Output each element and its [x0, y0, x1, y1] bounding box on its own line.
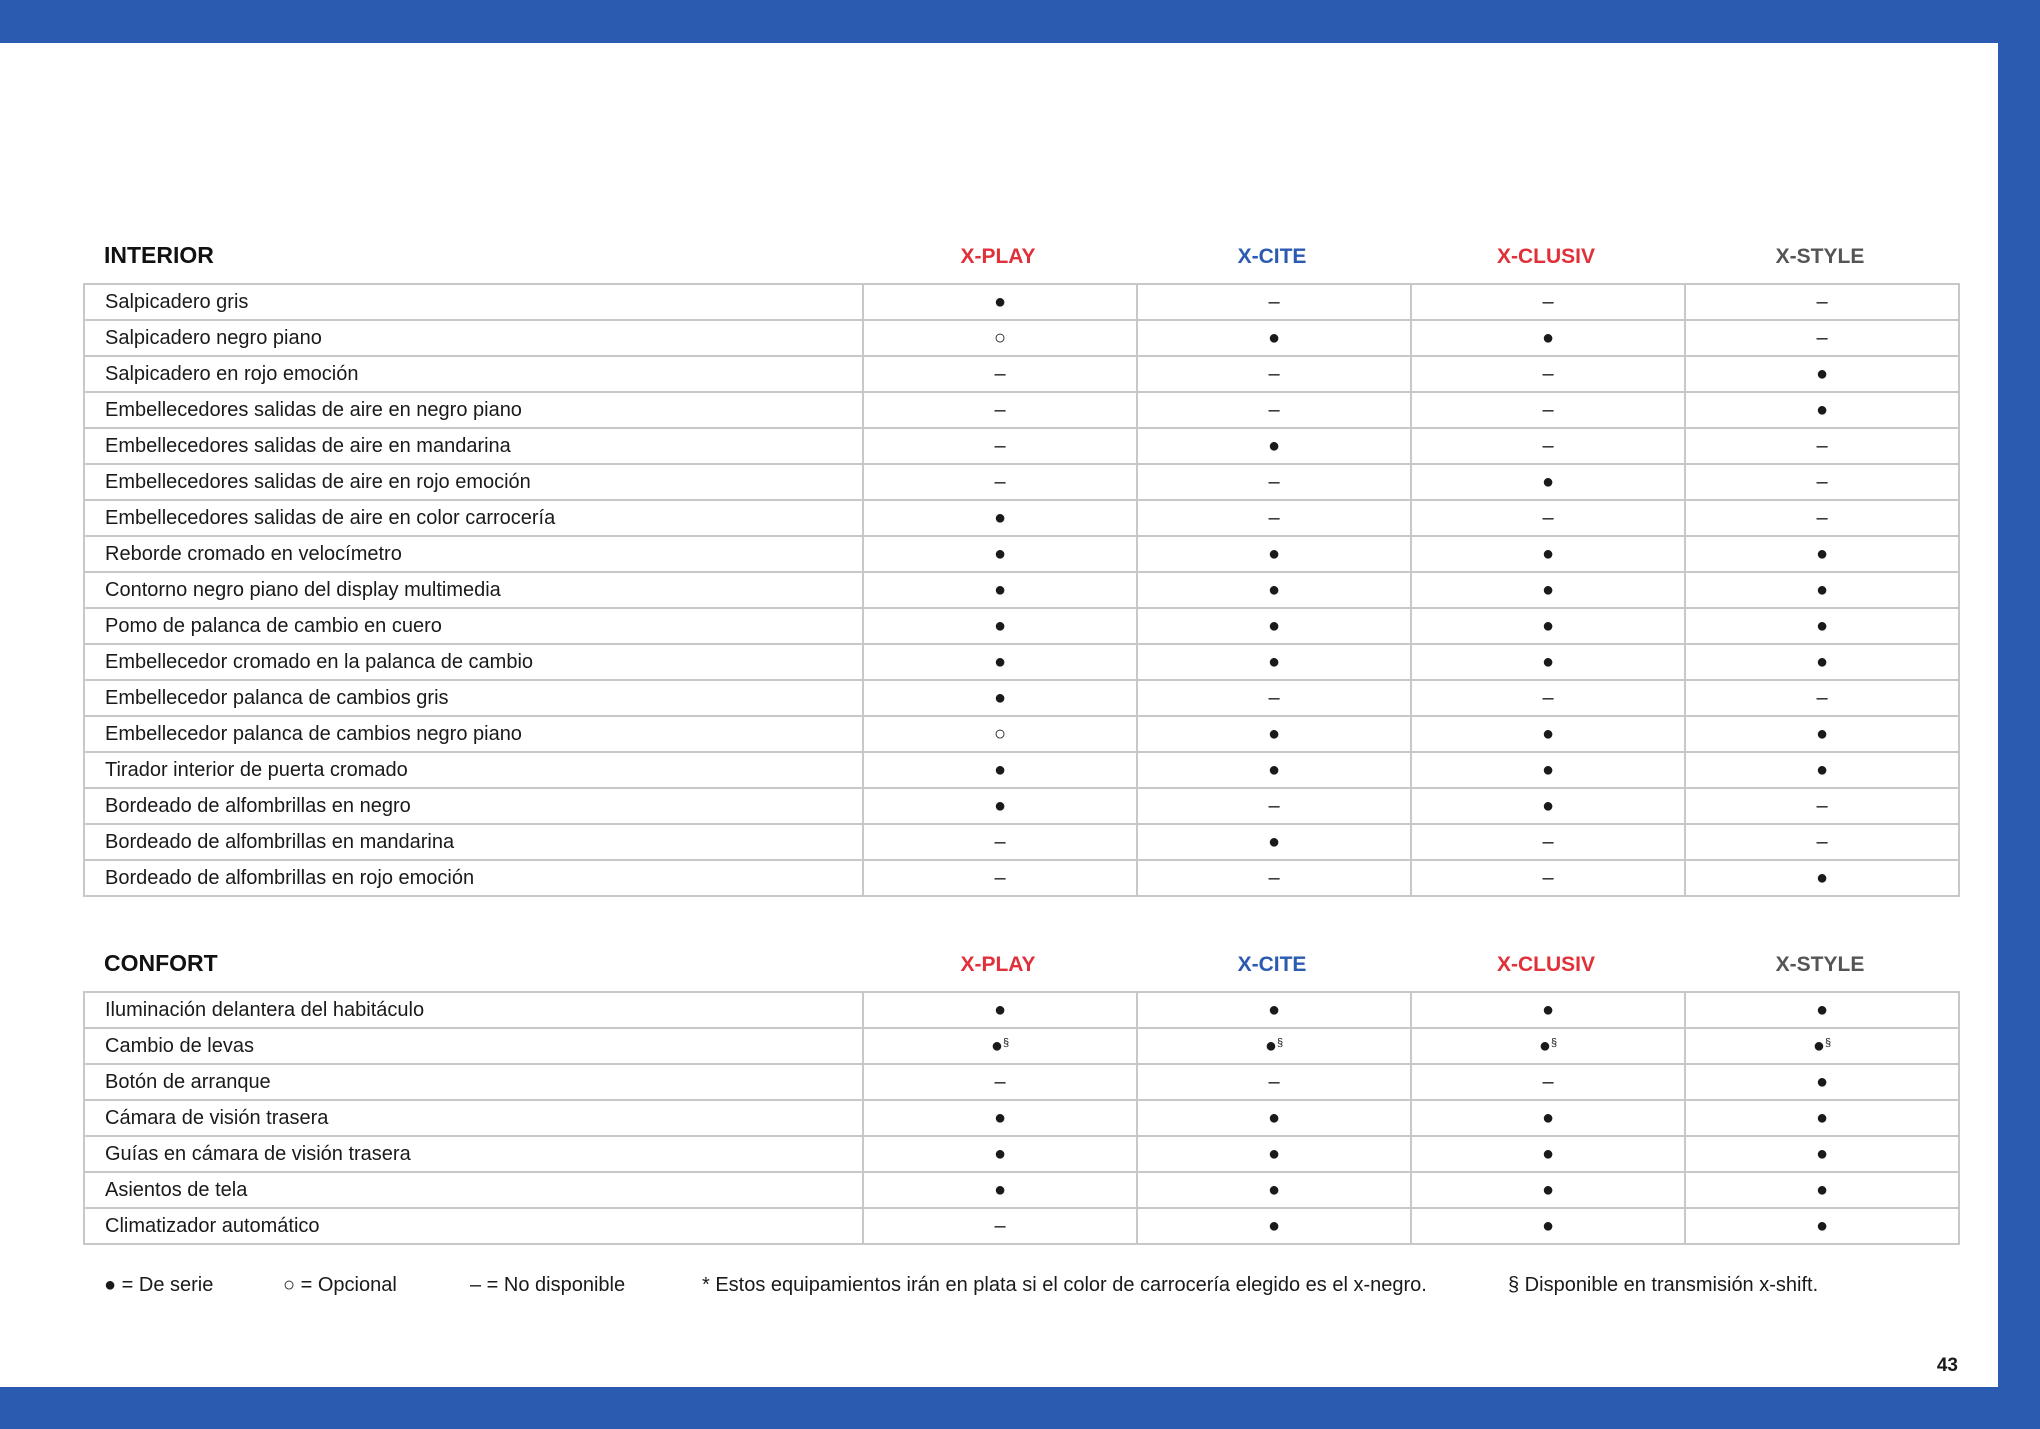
availability-mark: ● — [1815, 542, 1829, 565]
availability-cell — [1411, 572, 1685, 608]
availability-cell — [1411, 464, 1685, 500]
availability-cell — [1411, 680, 1685, 716]
feature-label: Cambio de levas — [84, 1028, 863, 1064]
feature-label: Bordeado de alfombrillas en negro — [84, 788, 863, 824]
availability-cell — [1137, 428, 1411, 464]
availability-cell — [1685, 788, 1959, 824]
availability-cell — [1137, 572, 1411, 608]
table-row — [84, 284, 1959, 320]
availability-mark: – — [1268, 398, 1280, 421]
availability-cell — [863, 824, 1137, 860]
feature-label: Embellecedores salidas de aire en mandarina — [84, 428, 863, 464]
legend-no-disponible: – = No disponible — [470, 1274, 626, 1296]
availability-cell — [1411, 1136, 1685, 1172]
feature-label: Climatizador automático — [84, 1208, 863, 1244]
availability-cell — [1685, 680, 1959, 716]
availability-mark: – — [1816, 686, 1828, 709]
availability-cell — [863, 716, 1137, 752]
availability-mark: ● — [1267, 758, 1281, 781]
availability-mark: – — [1268, 794, 1280, 817]
table-row — [84, 392, 1959, 428]
footnote-marker: § — [1824, 1036, 1832, 1049]
feature-label: Bordeado de alfombrillas en mandarina — [84, 824, 863, 860]
availability-mark: ● — [1267, 614, 1281, 637]
column-header-xstyle: X-STYLE — [1775, 953, 1865, 976]
table-row — [84, 992, 1959, 1028]
availability-mark: ● — [1541, 614, 1555, 637]
availability-mark: ● — [993, 650, 1007, 673]
legend-opcional: ○ = Opcional — [283, 1274, 397, 1296]
availability-cell — [863, 608, 1137, 644]
availability-cell — [863, 992, 1137, 1028]
availability-mark: ● — [1815, 1178, 1829, 1201]
availability-cell — [1137, 860, 1411, 896]
availability-cell — [1411, 1208, 1685, 1244]
feature-label: Embellecedores salidas de aire en negro piano — [84, 392, 863, 428]
availability-cell — [1685, 428, 1959, 464]
availability-cell — [1411, 644, 1685, 680]
availability-mark: – — [994, 434, 1006, 457]
availability-cell — [1685, 284, 1959, 320]
availability-mark: ● — [1267, 326, 1281, 349]
availability-cell — [1137, 284, 1411, 320]
availability-cell — [1411, 392, 1685, 428]
availability-cell — [1137, 1172, 1411, 1208]
availability-cell — [1685, 1208, 1959, 1244]
availability-cell — [1411, 860, 1685, 896]
availability-cell — [863, 644, 1137, 680]
availability-cell — [1137, 536, 1411, 572]
availability-mark: ● — [1267, 830, 1281, 853]
feature-label: Embellecedor palanca de cambios gris — [84, 680, 863, 716]
availability-cell — [1137, 392, 1411, 428]
availability-cell — [1685, 1172, 1959, 1208]
availability-mark: – — [1542, 830, 1554, 853]
availability-cell — [1685, 644, 1959, 680]
availability-mark: ● — [1815, 362, 1829, 385]
feature-label: Salpicadero negro piano — [84, 320, 863, 356]
availability-cell — [1685, 356, 1959, 392]
availability-mark: ● — [1815, 1214, 1829, 1237]
feature-label: Guías en cámara de visión trasera — [84, 1136, 863, 1172]
availability-cell — [1411, 788, 1685, 824]
availability-cell — [1685, 464, 1959, 500]
table-row — [84, 1208, 1959, 1244]
feature-label: Cámara de visión trasera — [84, 1100, 863, 1136]
availability-mark: ● — [993, 1142, 1007, 1165]
availability-cell — [1685, 992, 1959, 1028]
availability-cell — [863, 320, 1137, 356]
availability-cell — [863, 680, 1137, 716]
availability-cell — [1137, 824, 1411, 860]
availability-mark: – — [994, 1070, 1006, 1093]
table-row — [84, 644, 1959, 680]
availability-mark: ● — [1815, 1142, 1829, 1165]
availability-mark: ● — [1815, 614, 1829, 637]
footnote-marker: § — [1276, 1036, 1284, 1049]
availability-mark: – — [994, 362, 1006, 385]
availability-mark: ● — [1541, 1142, 1555, 1165]
feature-label: Salpicadero en rojo emoción — [84, 356, 863, 392]
availability-cell — [1685, 392, 1959, 428]
feature-label: Reborde cromado en velocímetro — [84, 536, 863, 572]
availability-mark: – — [994, 866, 1006, 889]
availability-cell — [1685, 860, 1959, 896]
section-title-confort: CONFORT — [104, 950, 218, 976]
availability-mark: ● — [1815, 578, 1829, 601]
availability-cell — [1685, 824, 1959, 860]
availability-mark: ● — [1815, 1070, 1829, 1093]
column-header-xplay: X-PLAY — [960, 245, 1036, 268]
availability-cell — [1411, 824, 1685, 860]
confort-spec-table — [83, 991, 1960, 1245]
availability-mark: ● — [1267, 650, 1281, 673]
availability-mark: ● — [1267, 722, 1281, 745]
availability-mark: – — [1268, 470, 1280, 493]
availability-cell — [863, 1172, 1137, 1208]
page-number: 43 — [1936, 1355, 1958, 1376]
table-row — [84, 752, 1959, 788]
availability-mark: ● — [1541, 758, 1555, 781]
availability-mark: ● — [1267, 542, 1281, 565]
availability-cell — [1685, 1028, 1959, 1064]
availability-mark: ● — [1815, 1106, 1829, 1129]
footnote-marker: § — [1550, 1036, 1558, 1049]
availability-mark: ● — [1815, 998, 1829, 1021]
availability-mark: ● — [993, 998, 1007, 1021]
availability-mark: – — [1268, 290, 1280, 313]
availability-mark: ● — [1541, 1214, 1555, 1237]
feature-label: Asientos de tela — [84, 1172, 863, 1208]
availability-mark: ● — [1815, 758, 1829, 781]
availability-cell — [863, 536, 1137, 572]
interior-spec-table — [83, 283, 1960, 897]
availability-mark: – — [1816, 326, 1828, 349]
availability-cell — [1411, 1064, 1685, 1100]
legend-note-xshift: § Disponible en transmisión x-shift. — [1508, 1274, 1819, 1296]
availability-mark: ● — [1815, 398, 1829, 421]
feature-label: Tirador interior de puerta cromado — [84, 752, 863, 788]
availability-cell — [1685, 320, 1959, 356]
availability-cell — [863, 1028, 1137, 1064]
availability-cell — [1137, 1028, 1411, 1064]
availability-cell — [1411, 320, 1685, 356]
availability-cell — [1137, 356, 1411, 392]
availability-cell — [1685, 1064, 1959, 1100]
feature-label: Embellecedores salidas de aire en color carrocería — [84, 500, 863, 536]
availability-mark: ● — [1541, 326, 1555, 349]
availability-cell — [1137, 1064, 1411, 1100]
feature-label: Bordeado de alfombrillas en rojo emoción — [84, 860, 863, 896]
availability-mark: ● — [990, 1034, 1003, 1057]
table-row — [84, 464, 1959, 500]
availability-mark: – — [1816, 506, 1828, 529]
availability-cell — [1137, 788, 1411, 824]
availability-cell — [1411, 608, 1685, 644]
feature-label: Embellecedor palanca de cambios negro piano — [84, 716, 863, 752]
feature-label: Iluminación delantera del habitáculo — [84, 992, 863, 1028]
availability-mark: ● — [993, 578, 1007, 601]
availability-mark: – — [994, 398, 1006, 421]
feature-label: Pomo de palanca de cambio en cuero — [84, 608, 863, 644]
availability-mark: – — [994, 1214, 1006, 1237]
table-row — [84, 1172, 1959, 1208]
availability-mark: ● — [1267, 1214, 1281, 1237]
availability-cell — [1137, 608, 1411, 644]
availability-cell — [863, 500, 1137, 536]
availability-cell — [863, 752, 1137, 788]
availability-cell — [1411, 1172, 1685, 1208]
column-header-xclusiv: X-CLUSIV — [1496, 953, 1595, 976]
availability-mark: ● — [993, 794, 1007, 817]
availability-cell — [1137, 320, 1411, 356]
availability-mark: ○ — [993, 326, 1007, 349]
availability-cell — [1137, 716, 1411, 752]
availability-cell — [863, 1208, 1137, 1244]
availability-cell — [1685, 1100, 1959, 1136]
table-row — [84, 500, 1959, 536]
availability-mark: – — [1816, 830, 1828, 853]
availability-mark: ● — [1267, 578, 1281, 601]
table-row — [84, 428, 1959, 464]
availability-mark: – — [1268, 362, 1280, 385]
availability-mark: ● — [1812, 1034, 1825, 1057]
feature-label: Embellecedor cromado en la palanca de cambio — [84, 644, 863, 680]
availability-cell — [1137, 680, 1411, 716]
availability-mark: ● — [1815, 650, 1829, 673]
availability-cell — [863, 392, 1137, 428]
availability-mark: ● — [1267, 434, 1281, 457]
availability-mark: ● — [1267, 1106, 1281, 1129]
availability-cell — [863, 860, 1137, 896]
availability-cell — [863, 572, 1137, 608]
availability-cell — [863, 356, 1137, 392]
availability-mark: – — [1268, 686, 1280, 709]
footnote-marker: § — [1002, 1036, 1010, 1049]
availability-mark: ● — [993, 758, 1007, 781]
column-header-xplay: X-PLAY — [960, 953, 1036, 976]
table-row — [84, 1100, 1959, 1136]
availability-mark: ● — [1541, 578, 1555, 601]
availability-cell — [863, 464, 1137, 500]
availability-mark: – — [994, 830, 1006, 853]
availability-cell — [863, 1100, 1137, 1136]
availability-mark: ● — [1538, 1034, 1551, 1057]
availability-mark: ● — [1541, 998, 1555, 1021]
availability-mark: – — [1542, 1070, 1554, 1093]
availability-mark: – — [1542, 506, 1554, 529]
availability-mark: ● — [1267, 1142, 1281, 1165]
availability-mark: ● — [1541, 1178, 1555, 1201]
table-row — [84, 1136, 1959, 1172]
availability-cell — [1411, 716, 1685, 752]
availability-cell — [1685, 752, 1959, 788]
table-row — [84, 680, 1959, 716]
column-header-xcite: X-CITE — [1237, 245, 1307, 268]
availability-mark: ● — [993, 542, 1007, 565]
table-row — [84, 716, 1959, 752]
table-row — [84, 608, 1959, 644]
availability-mark: ● — [1815, 722, 1829, 745]
availability-mark: ● — [993, 614, 1007, 637]
availability-mark: ● — [993, 1178, 1007, 1201]
availability-mark: ● — [993, 506, 1007, 529]
legend-note-plata: * Estos equipamientos irán en plata si el color de carrocería elegido es el x-negro. — [702, 1274, 1427, 1296]
availability-cell — [1137, 992, 1411, 1028]
availability-cell — [1411, 1100, 1685, 1136]
availability-cell — [1411, 752, 1685, 788]
availability-cell — [1411, 428, 1685, 464]
availability-cell — [1137, 1100, 1411, 1136]
availability-cell — [1411, 992, 1685, 1028]
availability-cell — [1411, 1028, 1685, 1064]
availability-mark: – — [1816, 794, 1828, 817]
availability-cell — [863, 1136, 1137, 1172]
legend-de-serie: ● = De serie — [104, 1274, 214, 1296]
table-row — [84, 860, 1959, 896]
availability-mark: ● — [1264, 1034, 1277, 1057]
availability-cell — [1137, 1136, 1411, 1172]
table-row — [84, 320, 1959, 356]
availability-mark: – — [1542, 290, 1554, 313]
right-border-bar — [1998, 0, 2040, 1429]
table-row — [84, 1028, 1959, 1064]
top-border-bar — [0, 0, 2040, 43]
availability-cell — [1137, 644, 1411, 680]
availability-mark: – — [1816, 434, 1828, 457]
availability-mark: ● — [1541, 1106, 1555, 1129]
feature-label: Embellecedores salidas de aire en rojo emoción — [84, 464, 863, 500]
availability-mark: ○ — [993, 722, 1007, 745]
feature-label: Salpicadero gris — [84, 284, 863, 320]
column-header-xclusiv: X-CLUSIV — [1496, 245, 1595, 268]
availability-cell — [1137, 500, 1411, 536]
availability-mark: – — [1268, 1070, 1280, 1093]
table-row — [84, 356, 1959, 392]
availability-mark: ● — [1541, 794, 1555, 817]
availability-mark: ● — [1541, 650, 1555, 673]
availability-mark: – — [1542, 686, 1554, 709]
feature-label: Contorno negro piano del display multimedia — [84, 572, 863, 608]
availability-cell — [1685, 536, 1959, 572]
table-row — [84, 536, 1959, 572]
availability-mark: – — [1542, 866, 1554, 889]
availability-mark: ● — [993, 686, 1007, 709]
availability-mark: – — [994, 470, 1006, 493]
availability-cell — [1685, 608, 1959, 644]
availability-cell — [863, 428, 1137, 464]
table-row — [84, 788, 1959, 824]
availability-mark: ● — [1541, 722, 1555, 745]
availability-cell — [1411, 500, 1685, 536]
table-row — [84, 824, 1959, 860]
availability-mark: ● — [993, 1106, 1007, 1129]
availability-mark: ● — [1541, 542, 1555, 565]
availability-mark: ● — [1541, 470, 1555, 493]
availability-cell — [1137, 1208, 1411, 1244]
table-row — [84, 572, 1959, 608]
availability-cell — [1411, 536, 1685, 572]
availability-cell — [1685, 572, 1959, 608]
availability-mark: – — [1542, 362, 1554, 385]
availability-mark: – — [1542, 434, 1554, 457]
availability-mark: – — [1268, 866, 1280, 889]
availability-cell — [1685, 716, 1959, 752]
section-title-interior: INTERIOR — [104, 242, 214, 268]
availability-mark: ● — [1267, 1178, 1281, 1201]
availability-mark: – — [1542, 398, 1554, 421]
availability-cell — [1685, 1136, 1959, 1172]
column-header-xstyle: X-STYLE — [1775, 245, 1865, 268]
availability-mark: – — [1816, 290, 1828, 313]
availability-cell — [863, 1064, 1137, 1100]
availability-cell — [1137, 464, 1411, 500]
availability-cell — [1685, 500, 1959, 536]
availability-cell — [863, 284, 1137, 320]
availability-mark: ● — [993, 290, 1007, 313]
bottom-border-bar — [0, 1387, 2040, 1429]
availability-cell — [863, 788, 1137, 824]
availability-mark: – — [1268, 506, 1280, 529]
availability-mark: ● — [1815, 866, 1829, 889]
table-row — [84, 1064, 1959, 1100]
availability-mark: ● — [1267, 998, 1281, 1021]
availability-mark: – — [1816, 470, 1828, 493]
feature-label: Botón de arranque — [84, 1064, 863, 1100]
availability-cell — [1411, 356, 1685, 392]
column-header-xcite: X-CITE — [1237, 953, 1307, 976]
availability-cell — [1411, 284, 1685, 320]
availability-cell — [1137, 752, 1411, 788]
